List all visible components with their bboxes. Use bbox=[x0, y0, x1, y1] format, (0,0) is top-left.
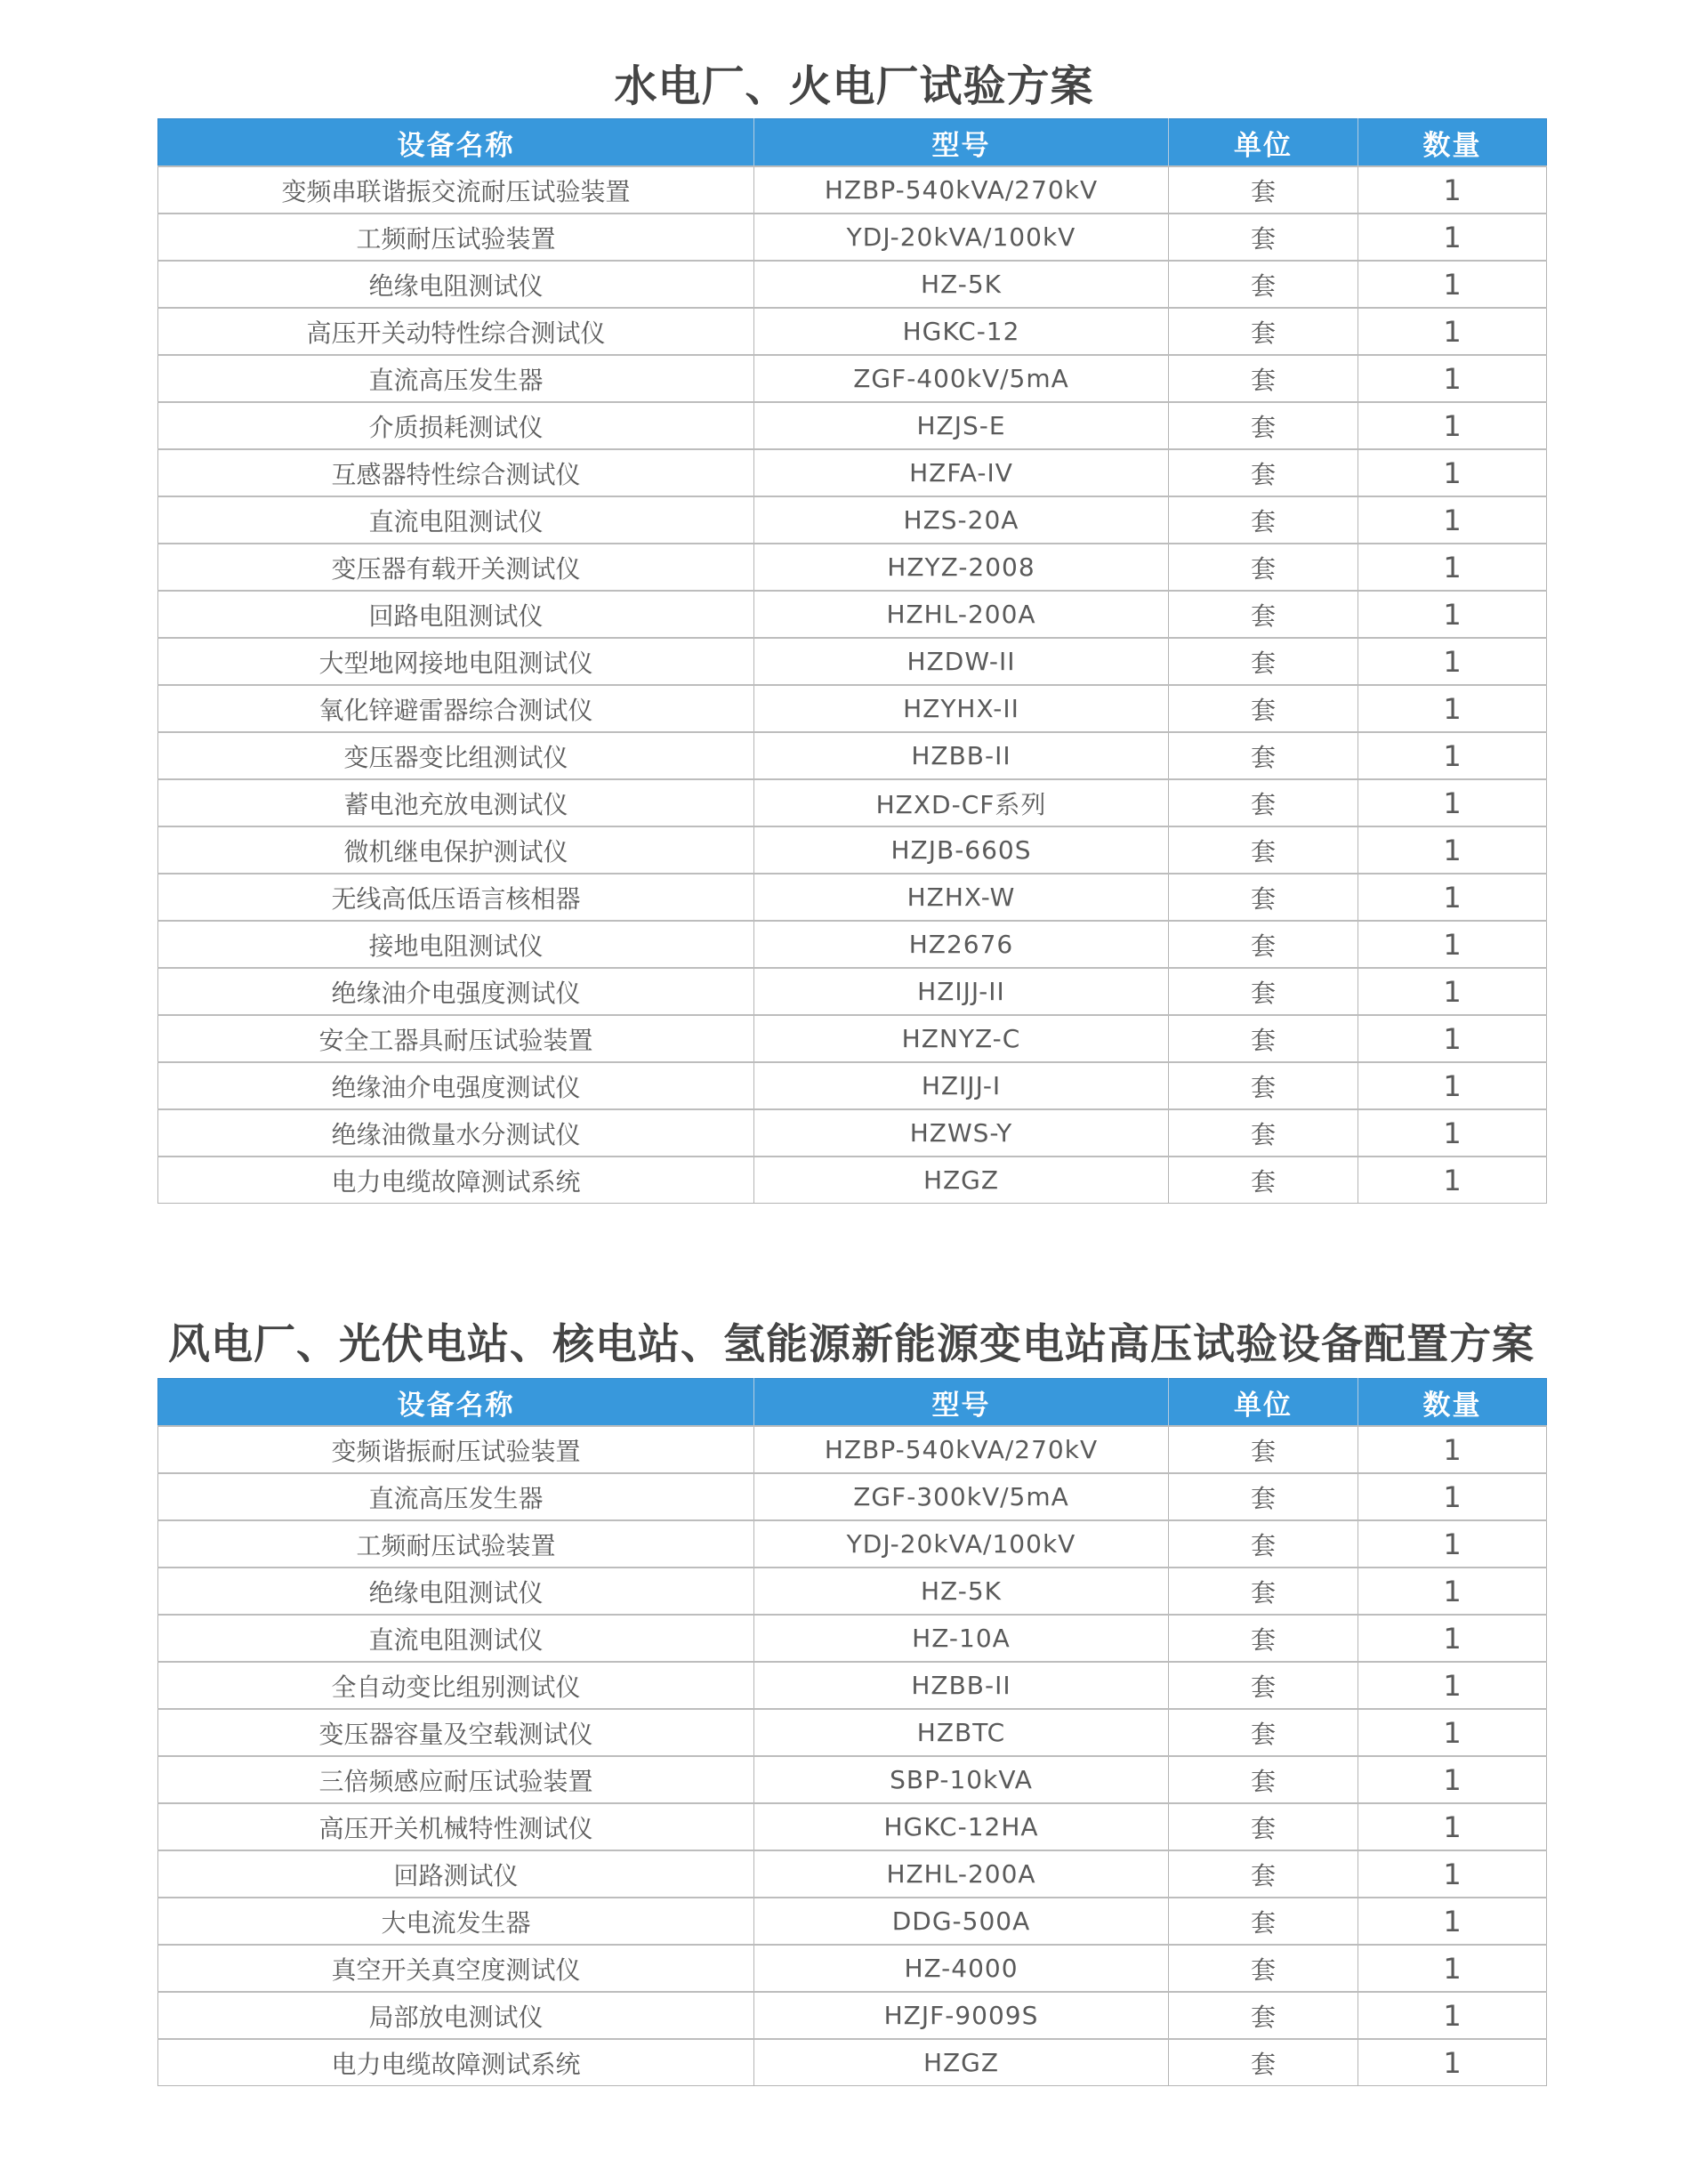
unit-cell: 套 bbox=[1169, 496, 1358, 544]
model-cell: HZ2676 bbox=[754, 921, 1169, 968]
table-row bbox=[158, 1803, 1547, 1850]
model-cell: SBP-10kVA bbox=[754, 1756, 1169, 1803]
table-row bbox=[158, 166, 1547, 214]
quantity-cell: 1 bbox=[1358, 496, 1547, 544]
quantity-cell: 1 bbox=[1358, 638, 1547, 685]
quantity-cell: 1 bbox=[1358, 1850, 1547, 1898]
table-row bbox=[158, 1756, 1547, 1803]
table-row bbox=[158, 355, 1547, 402]
table-row bbox=[158, 685, 1547, 732]
unit-cell: 套 bbox=[1169, 166, 1358, 214]
unit-cell: 套 bbox=[1169, 1709, 1358, 1756]
model-cell: HZYHX-II bbox=[754, 685, 1169, 732]
table-row bbox=[158, 214, 1547, 261]
unit-cell: 套 bbox=[1169, 1015, 1358, 1062]
equipment-name-cell: 氧化锌避雷器综合测试仪 bbox=[158, 685, 754, 732]
table-row bbox=[158, 591, 1547, 638]
unit-cell: 套 bbox=[1169, 261, 1358, 308]
column-header-quantity: 数量 bbox=[1358, 119, 1547, 167]
equipment-name-cell: 直流电阻测试仪 bbox=[158, 1615, 754, 1662]
table-row bbox=[158, 1157, 1547, 1204]
model-cell: HZS-20A bbox=[754, 496, 1169, 544]
quantity-cell: 1 bbox=[1358, 1992, 1547, 2039]
column-header-name: 设备名称 bbox=[158, 1379, 754, 1427]
model-cell: HZ-10A bbox=[754, 1615, 1169, 1662]
quantity-cell: 1 bbox=[1358, 732, 1547, 779]
equipment-name-cell: 电力电缆故障测试系统 bbox=[158, 1157, 754, 1204]
equipment-name-cell: 大型地网接地电阻测试仪 bbox=[158, 638, 754, 685]
model-cell: HZJF-9009S bbox=[754, 1992, 1169, 2039]
quantity-cell: 1 bbox=[1358, 874, 1547, 921]
equipment-name-cell: 直流高压发生器 bbox=[158, 355, 754, 402]
equipment-name-cell: 直流电阻测试仪 bbox=[158, 496, 754, 544]
equipment-name-cell: 工频耐压试验装置 bbox=[158, 214, 754, 261]
column-header-model: 型号 bbox=[754, 1379, 1169, 1427]
table-row bbox=[158, 261, 1547, 308]
equipment-name-cell: 直流高压发生器 bbox=[158, 1473, 754, 1520]
table-row bbox=[158, 544, 1547, 591]
equipment-name-cell: 高压开关机械特性测试仪 bbox=[158, 1803, 754, 1850]
model-cell: DDG-500A bbox=[754, 1898, 1169, 1945]
unit-cell: 套 bbox=[1169, 1109, 1358, 1157]
model-cell: HGKC-12 bbox=[754, 308, 1169, 355]
table-row bbox=[158, 1662, 1547, 1709]
table-row bbox=[158, 1015, 1547, 1062]
table-row bbox=[158, 1945, 1547, 1992]
quantity-cell: 1 bbox=[1358, 921, 1547, 968]
model-cell: HZBB-II bbox=[754, 1662, 1169, 1709]
equipment-name-cell: 接地电阻测试仪 bbox=[158, 921, 754, 968]
table-row bbox=[158, 1520, 1547, 1568]
model-cell: HZGZ bbox=[754, 1157, 1169, 1204]
section-title-new-energy: 风电厂、光伏电站、核电站、氢能源新能源变电站高压试验设备配置方案 bbox=[168, 1320, 1535, 1370]
quantity-cell: 1 bbox=[1358, 826, 1547, 874]
model-cell: ZGF-300kV/5mA bbox=[754, 1473, 1169, 1520]
table-body bbox=[158, 166, 1547, 1204]
quantity-cell: 1 bbox=[1358, 1662, 1547, 1709]
unit-cell: 套 bbox=[1169, 1756, 1358, 1803]
table-row bbox=[158, 1992, 1547, 2039]
quantity-cell: 1 bbox=[1358, 214, 1547, 261]
quantity-cell: 1 bbox=[1358, 779, 1547, 826]
unit-cell: 套 bbox=[1169, 214, 1358, 261]
quantity-cell: 1 bbox=[1358, 1568, 1547, 1615]
equipment-name-cell: 绝缘电阻测试仪 bbox=[158, 1568, 754, 1615]
model-cell: HZHL-200A bbox=[754, 591, 1169, 638]
model-cell: HZ-5K bbox=[754, 261, 1169, 308]
model-cell: HZNYZ-C bbox=[754, 1015, 1169, 1062]
model-cell: HZBP-540kVA/270kV bbox=[754, 166, 1169, 214]
table-header-row bbox=[158, 1379, 1547, 1427]
equipment-name-cell: 三倍频感应耐压试验装置 bbox=[158, 1756, 754, 1803]
column-header-model: 型号 bbox=[754, 119, 1169, 167]
model-cell: YDJ-20kVA/100kV bbox=[754, 214, 1169, 261]
table-row bbox=[158, 638, 1547, 685]
column-header-quantity: 数量 bbox=[1358, 1379, 1547, 1427]
equipment-name-cell: 回路电阻测试仪 bbox=[158, 591, 754, 638]
model-cell: HZBTC bbox=[754, 1709, 1169, 1756]
unit-cell: 套 bbox=[1169, 1520, 1358, 1568]
section-title-hydro-thermal: 水电厂、火电厂试验方案 bbox=[614, 61, 1094, 112]
quantity-cell: 1 bbox=[1358, 261, 1547, 308]
equipment-name-cell: 变压器变比组测试仪 bbox=[158, 732, 754, 779]
table-row bbox=[158, 1898, 1547, 1945]
table-row bbox=[158, 732, 1547, 779]
equipment-table-hydro-thermal bbox=[157, 118, 1547, 1204]
equipment-name-cell: 大电流发生器 bbox=[158, 1898, 754, 1945]
unit-cell: 套 bbox=[1169, 1898, 1358, 1945]
model-cell: HZXD-CF系列 bbox=[754, 779, 1169, 826]
unit-cell: 套 bbox=[1169, 1568, 1358, 1615]
equipment-name-cell: 介质损耗测试仪 bbox=[158, 402, 754, 449]
quantity-cell: 1 bbox=[1358, 1062, 1547, 1109]
equipment-name-cell: 微机继电保护测试仪 bbox=[158, 826, 754, 874]
model-cell: HZ-5K bbox=[754, 1568, 1169, 1615]
quantity-cell: 1 bbox=[1358, 402, 1547, 449]
model-cell: HZHX-W bbox=[754, 874, 1169, 921]
unit-cell: 套 bbox=[1169, 308, 1358, 355]
model-cell: HZFA-IV bbox=[754, 449, 1169, 496]
equipment-name-cell: 回路测试仪 bbox=[158, 1850, 754, 1898]
table-row bbox=[158, 1109, 1547, 1157]
quantity-cell: 1 bbox=[1358, 2039, 1547, 2086]
unit-cell: 套 bbox=[1169, 1615, 1358, 1662]
unit-cell: 套 bbox=[1169, 1473, 1358, 1520]
equipment-name-cell: 绝缘油介电强度测试仪 bbox=[158, 968, 754, 1015]
quantity-cell: 1 bbox=[1358, 685, 1547, 732]
quantity-cell: 1 bbox=[1358, 1709, 1547, 1756]
equipment-name-cell: 互感器特性综合测试仪 bbox=[158, 449, 754, 496]
unit-cell: 套 bbox=[1169, 968, 1358, 1015]
quantity-cell: 1 bbox=[1358, 1945, 1547, 1992]
quantity-cell: 1 bbox=[1358, 1473, 1547, 1520]
unit-cell: 套 bbox=[1169, 826, 1358, 874]
unit-cell: 套 bbox=[1169, 921, 1358, 968]
table-row bbox=[158, 402, 1547, 449]
equipment-name-cell: 绝缘电阻测试仪 bbox=[158, 261, 754, 308]
equipment-name-cell: 工频耐压试验装置 bbox=[158, 1520, 754, 1568]
quantity-cell: 1 bbox=[1358, 1015, 1547, 1062]
equipment-name-cell: 绝缘油介电强度测试仪 bbox=[158, 1062, 754, 1109]
unit-cell: 套 bbox=[1169, 402, 1358, 449]
unit-cell: 套 bbox=[1169, 1662, 1358, 1709]
model-cell: HZBP-540kVA/270kV bbox=[754, 1426, 1169, 1473]
table-row bbox=[158, 496, 1547, 544]
quantity-cell: 1 bbox=[1358, 968, 1547, 1015]
equipment-name-cell: 电力电缆故障测试系统 bbox=[158, 2039, 754, 2086]
quantity-cell: 1 bbox=[1358, 1615, 1547, 1662]
equipment-name-cell: 绝缘油微量水分测试仪 bbox=[158, 1109, 754, 1157]
unit-cell: 套 bbox=[1169, 1850, 1358, 1898]
column-header-name: 设备名称 bbox=[158, 119, 754, 167]
model-cell: HZDW-II bbox=[754, 638, 1169, 685]
equipment-name-cell: 变压器容量及空载测试仪 bbox=[158, 1709, 754, 1756]
equipment-name-cell: 变频谐振耐压试验装置 bbox=[158, 1426, 754, 1473]
unit-cell: 套 bbox=[1169, 638, 1358, 685]
quantity-cell: 1 bbox=[1358, 591, 1547, 638]
equipment-name-cell: 高压开关动特性综合测试仪 bbox=[158, 308, 754, 355]
model-cell: HZ-4000 bbox=[754, 1945, 1169, 1992]
quantity-cell: 1 bbox=[1358, 1426, 1547, 1473]
table-row bbox=[158, 1850, 1547, 1898]
unit-cell: 套 bbox=[1169, 355, 1358, 402]
model-cell: ZGF-400kV/5mA bbox=[754, 355, 1169, 402]
equipment-name-cell: 真空开关真空度测试仪 bbox=[158, 1945, 754, 1992]
quantity-cell: 1 bbox=[1358, 1898, 1547, 1945]
table-row bbox=[158, 2039, 1547, 2086]
table-row bbox=[158, 1615, 1547, 1662]
unit-cell: 套 bbox=[1169, 1157, 1358, 1204]
model-cell: YDJ-20kVA/100kV bbox=[754, 1520, 1169, 1568]
table-row bbox=[158, 1709, 1547, 1756]
equipment-name-cell: 局部放电测试仪 bbox=[158, 1992, 754, 2039]
unit-cell: 套 bbox=[1169, 1062, 1358, 1109]
unit-cell: 套 bbox=[1169, 449, 1358, 496]
unit-cell: 套 bbox=[1169, 1945, 1358, 1992]
table-row bbox=[158, 308, 1547, 355]
table-row bbox=[158, 1426, 1547, 1473]
model-cell: HZJB-660S bbox=[754, 826, 1169, 874]
model-cell: HZBB-II bbox=[754, 732, 1169, 779]
model-cell: HZIJJ-I bbox=[754, 1062, 1169, 1109]
quantity-cell: 1 bbox=[1358, 355, 1547, 402]
table-row bbox=[158, 779, 1547, 826]
equipment-name-cell: 无线高低压语言核相器 bbox=[158, 874, 754, 921]
unit-cell: 套 bbox=[1169, 544, 1358, 591]
unit-cell: 套 bbox=[1169, 874, 1358, 921]
table-row bbox=[158, 449, 1547, 496]
unit-cell: 套 bbox=[1169, 1992, 1358, 2039]
model-cell: HZYZ-2008 bbox=[754, 544, 1169, 591]
model-cell: HZHL-200A bbox=[754, 1850, 1169, 1898]
model-cell: HZWS-Y bbox=[754, 1109, 1169, 1157]
model-cell: HZIJJ-II bbox=[754, 968, 1169, 1015]
unit-cell: 套 bbox=[1169, 1426, 1358, 1473]
table-row bbox=[158, 1062, 1547, 1109]
table-header-row bbox=[158, 119, 1547, 167]
equipment-name-cell: 变压器有载开关测试仪 bbox=[158, 544, 754, 591]
equipment-name-cell: 安全工器具耐压试验装置 bbox=[158, 1015, 754, 1062]
table-row bbox=[158, 1473, 1547, 1520]
table-row bbox=[158, 826, 1547, 874]
quantity-cell: 1 bbox=[1358, 1756, 1547, 1803]
quantity-cell: 1 bbox=[1358, 1803, 1547, 1850]
equipment-name-cell: 全自动变比组别测试仪 bbox=[158, 1662, 754, 1709]
unit-cell: 套 bbox=[1169, 779, 1358, 826]
table-body bbox=[158, 1426, 1547, 2086]
column-header-unit: 单位 bbox=[1169, 119, 1358, 167]
model-cell: HZJS-E bbox=[754, 402, 1169, 449]
quantity-cell: 1 bbox=[1358, 1157, 1547, 1204]
quantity-cell: 1 bbox=[1358, 166, 1547, 214]
equipment-name-cell: 蓄电池充放电测试仪 bbox=[158, 779, 754, 826]
equipment-table-new-energy bbox=[157, 1378, 1547, 2086]
unit-cell: 套 bbox=[1169, 685, 1358, 732]
equipment-name-cell: 变频串联谐振交流耐压试验装置 bbox=[158, 166, 754, 214]
model-cell: HGKC-12HA bbox=[754, 1803, 1169, 1850]
table-row bbox=[158, 874, 1547, 921]
unit-cell: 套 bbox=[1169, 2039, 1358, 2086]
column-header-unit: 单位 bbox=[1169, 1379, 1358, 1427]
table-row bbox=[158, 968, 1547, 1015]
table-row bbox=[158, 921, 1547, 968]
quantity-cell: 1 bbox=[1358, 308, 1547, 355]
unit-cell: 套 bbox=[1169, 591, 1358, 638]
quantity-cell: 1 bbox=[1358, 449, 1547, 496]
quantity-cell: 1 bbox=[1358, 1109, 1547, 1157]
quantity-cell: 1 bbox=[1358, 1520, 1547, 1568]
model-cell: HZGZ bbox=[754, 2039, 1169, 2086]
table-row bbox=[158, 1568, 1547, 1615]
unit-cell: 套 bbox=[1169, 732, 1358, 779]
quantity-cell: 1 bbox=[1358, 544, 1547, 591]
unit-cell: 套 bbox=[1169, 1803, 1358, 1850]
